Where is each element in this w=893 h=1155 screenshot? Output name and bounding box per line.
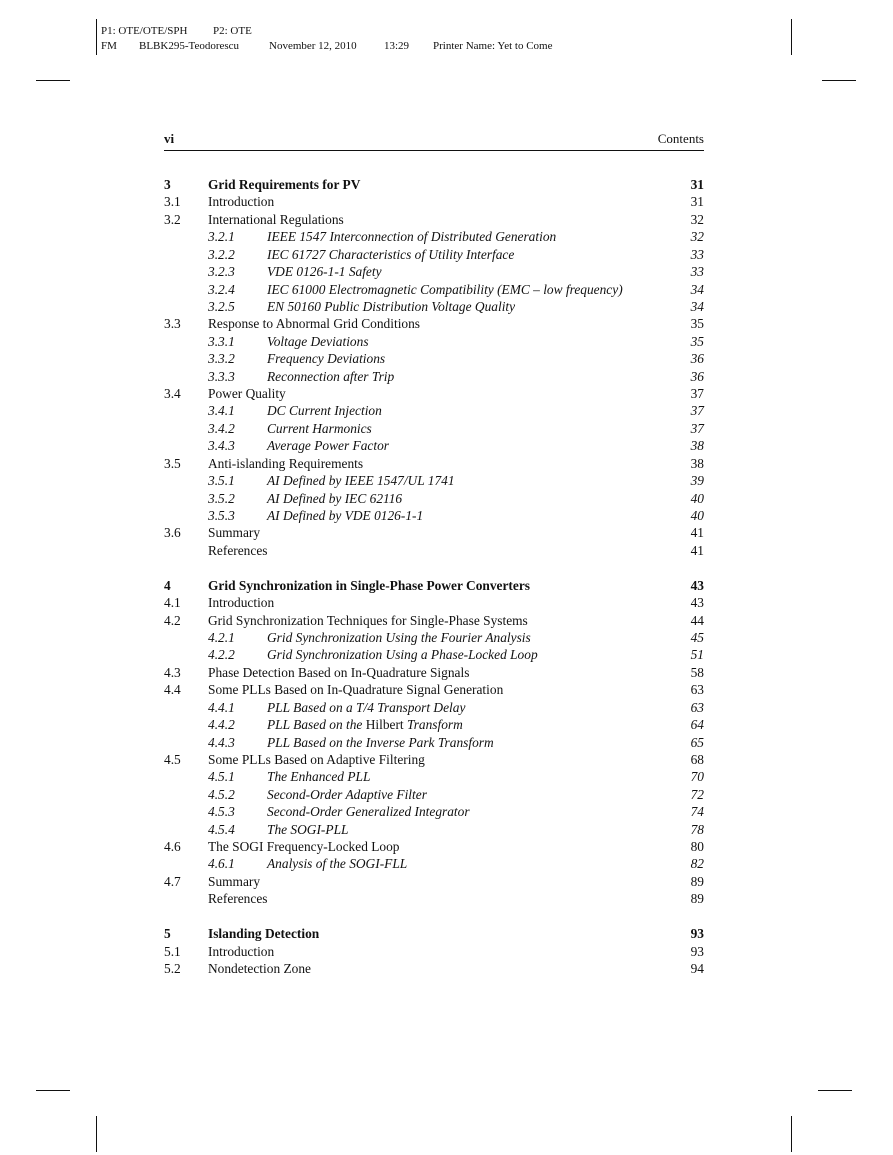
- toc-entry-title: Grid Synchronization Using a Phase-Locked Loop: [267, 647, 538, 663]
- toc-entry-number: 3.4.3: [208, 438, 235, 454]
- toc-entry-title: DC Current Injection: [267, 403, 382, 419]
- toc-entry-page: 34: [690, 281, 704, 297]
- toc-entry-title: The Enhanced PLL: [267, 769, 371, 785]
- toc-entry-section: [164, 193, 704, 210]
- toc-entry-section: [164, 960, 704, 977]
- toc-entry-number: 3.4: [164, 386, 181, 402]
- printer-slug-line-2: [101, 40, 552, 53]
- toc-entry-sub: [164, 368, 704, 385]
- toc-entry-sub: [164, 716, 704, 733]
- toc-entry-number: 4.3: [164, 664, 181, 680]
- toc-entry-section: [164, 455, 704, 472]
- toc-entry-number: 4.5.4: [208, 821, 235, 837]
- toc-entry-number: 4.2: [164, 612, 181, 628]
- toc-entry-sub: [164, 821, 704, 838]
- slug-field: FM: [101, 40, 117, 52]
- toc-entry-title: Power Quality: [208, 386, 286, 402]
- toc-entry-page: 80: [690, 839, 704, 855]
- toc-entry-title: Some PLLs Based on In-Quadrature Signal Generation: [208, 682, 504, 698]
- toc-entry-section: [164, 890, 704, 907]
- toc-entry-sub: [164, 437, 704, 454]
- toc-entry-title: Grid Synchronization in Single-Phase Power Converters: [208, 577, 530, 593]
- toc-entry-sub: [164, 298, 704, 315]
- toc-entry-title: Current Harmonics: [267, 420, 372, 436]
- toc-entry-title: Islanding Detection: [208, 926, 320, 942]
- toc-entry-number: 4.5: [164, 751, 181, 767]
- toc-entry-number: 3.3: [164, 316, 181, 332]
- toc-entry-page: 82: [690, 856, 704, 872]
- toc-entry-title-part: Hilbert: [365, 717, 404, 733]
- toc-entry-section: [164, 681, 704, 698]
- toc-entry-sub: [164, 803, 704, 820]
- toc-entry-title: Second-Order Generalized Integrator: [267, 804, 470, 820]
- toc-entry-page: 37: [690, 386, 704, 402]
- crop-mark: [36, 80, 70, 81]
- toc-entry-number: 4.4.1: [208, 699, 235, 715]
- toc-entry-section: [164, 751, 704, 768]
- toc-entry-page: 45: [690, 629, 704, 645]
- toc-entry-title: IEC 61727 Characteristics of Utility Interface: [267, 246, 515, 262]
- toc-entry-page: 65: [690, 734, 704, 750]
- toc-entry-page: 89: [690, 891, 704, 907]
- toc-entry-title: Analysis of the SOGI-FLL: [267, 856, 408, 872]
- toc-entry-number: 5.2: [164, 960, 181, 976]
- toc-entry-number: 4.4: [164, 682, 181, 698]
- slug-field: 13:29: [384, 40, 410, 52]
- toc-entry-chapter: [164, 176, 704, 193]
- toc-entry-page: 38: [690, 438, 704, 454]
- toc-entry-number: 3.5.2: [208, 490, 235, 506]
- toc-entry-number: 3.2: [164, 211, 181, 227]
- slug-field: BLBK295-Teodorescu: [139, 40, 240, 52]
- toc-entry-number: 3.3.2: [208, 351, 235, 367]
- toc-entry-sub: [164, 281, 704, 298]
- toc-entry-number: 3.5: [164, 455, 181, 471]
- crop-mark: [818, 1090, 852, 1091]
- toc-entry-number: 4.6.1: [208, 856, 235, 872]
- toc-entry-title: EN 50160 Public Distribution Voltage Quality: [267, 298, 516, 314]
- toc-entry-page: 78: [690, 821, 704, 837]
- toc-entry-number: 4.6: [164, 839, 181, 855]
- crop-mark: [96, 1116, 97, 1152]
- toc-entry-title-part: PLL Based on the: [267, 717, 366, 733]
- toc-entry-number: 3.5.1: [208, 473, 235, 489]
- toc-entry-number: 4.2.1: [208, 629, 235, 645]
- toc-entry-page: 33: [690, 246, 704, 262]
- toc-entry-page: 43: [690, 577, 704, 593]
- toc-entry-title: PLL Based on a T/4 Transport Delay: [267, 699, 466, 715]
- toc-entry-title: The SOGI-PLL: [267, 821, 349, 837]
- toc-entry-title: [267, 716, 463, 733]
- toc-entry-section: [164, 664, 704, 681]
- toc-entry-page: 35: [690, 316, 704, 332]
- toc-entry-sub: [164, 246, 704, 263]
- toc-entry-page: 32: [690, 229, 704, 245]
- toc-entry-page: 38: [690, 455, 704, 471]
- toc-entry-page: 33: [690, 264, 704, 280]
- toc-entry-title: PLL Based on the Inverse Park Transform: [267, 734, 494, 750]
- toc-entry-title: Average Power Factor: [267, 438, 389, 454]
- toc-entry-section: [164, 873, 704, 890]
- toc-entry-page: 31: [690, 177, 704, 192]
- toc-entry-sub: [164, 786, 704, 803]
- toc-entry-number: 3.4.1: [208, 403, 235, 419]
- toc-entry-title: Nondetection Zone: [208, 960, 311, 976]
- toc-entry-page: 37: [690, 403, 704, 419]
- toc-entry-number: 4.7: [164, 873, 181, 889]
- crop-mark: [36, 1090, 70, 1091]
- toc-entry-number: 4.2.2: [208, 647, 235, 663]
- toc-entry-sub: [164, 420, 704, 437]
- toc-entry-sub: [164, 507, 704, 524]
- toc-entry-title: Second-Order Adaptive Filter: [267, 786, 427, 802]
- toc-entry-title: Summary: [208, 873, 261, 889]
- toc-entry-page: 36: [690, 351, 704, 367]
- toc-entry-page: 41: [690, 525, 704, 541]
- toc-entry-sub: [164, 629, 704, 646]
- toc-entry-sub: [164, 855, 704, 872]
- table-of-contents: [164, 176, 704, 977]
- toc-entry-number: 4.4.2: [208, 717, 235, 733]
- toc-entry-number: 3.2.1: [208, 229, 235, 245]
- toc-entry-section: [164, 211, 704, 228]
- toc-entry-page: 43: [690, 595, 704, 611]
- slug-field: November 12, 2010: [269, 40, 357, 52]
- toc-entry-sub: [164, 646, 704, 663]
- toc-entry-page: 68: [690, 751, 704, 767]
- toc-entry-page: 58: [690, 664, 704, 680]
- toc-entry-sub: [164, 402, 704, 419]
- toc-entry-title: AI Defined by VDE 0126-1-1: [267, 508, 424, 524]
- toc-entry-title: References: [208, 891, 268, 907]
- toc-entry-title: Response to Abnormal Grid Conditions: [208, 316, 421, 332]
- toc-entry-number: 5: [164, 926, 171, 942]
- toc-entry-page: 89: [690, 873, 704, 889]
- toc-entry-number: 4.5.2: [208, 786, 235, 802]
- toc-entry-page: 32: [690, 211, 704, 227]
- toc-entry-number: 3.6: [164, 525, 181, 541]
- toc-entry-page: 63: [690, 699, 704, 715]
- running-header: [164, 131, 704, 151]
- toc-entry-sub: [164, 768, 704, 785]
- toc-entry-page: 64: [690, 717, 704, 733]
- toc-entry-number: 4.5.1: [208, 769, 235, 785]
- toc-entry-sub: [164, 263, 704, 280]
- toc-entry-section: [164, 943, 704, 960]
- page-number: vi: [164, 131, 175, 146]
- toc-entry-number: 4.5.3: [208, 804, 235, 820]
- toc-entry-title: IEEE 1547 Interconnection of Distributed Generation: [267, 229, 557, 245]
- toc-entry-section: [164, 838, 704, 855]
- toc-entry-chapter: [164, 577, 704, 594]
- toc-entry-number: 3.5.3: [208, 508, 235, 524]
- toc-entry-title: IEC 61000 Electromagnetic Compatibility (EMC – low frequency): [267, 281, 623, 297]
- toc-entry-page: 74: [690, 804, 704, 820]
- toc-entry-number: 3.3.3: [208, 368, 235, 384]
- toc-entry-sub: [164, 734, 704, 751]
- toc-entry-page: 36: [690, 368, 704, 384]
- toc-entry-chapter: [164, 925, 704, 942]
- toc-entry-title: International Regulations: [208, 211, 344, 227]
- toc-entry-page: 39: [690, 473, 704, 489]
- toc-entry-section: [164, 542, 704, 559]
- toc-entry-sub: [164, 228, 704, 245]
- toc-entry-title: Grid Synchronization Techniques for Single-Phase Systems: [208, 612, 528, 628]
- toc-entry-title-part: Transform: [403, 717, 463, 733]
- toc-entry-section: [164, 385, 704, 402]
- toc-entry-number: 4: [164, 577, 171, 593]
- toc-entry-sub: [164, 490, 704, 507]
- toc-entry-title: Reconnection after Trip: [267, 368, 395, 384]
- toc-entry-number: 3.2.2: [208, 246, 235, 262]
- toc-entry-title: Some PLLs Based on Adaptive Filtering: [208, 751, 425, 767]
- toc-entry-page: 40: [690, 490, 704, 506]
- toc-entry-page: 51: [690, 647, 704, 663]
- toc-entry-sub: [164, 350, 704, 367]
- toc-entry-title: Grid Requirements for PV: [208, 177, 361, 192]
- toc-entry-title: AI Defined by IEC 62116: [267, 490, 403, 506]
- toc-entry-page: 93: [690, 926, 704, 942]
- toc-entry-number: 3.2.3: [208, 264, 235, 280]
- toc-entry-page: 72: [690, 786, 704, 802]
- toc-entry-page: 37: [690, 420, 704, 436]
- toc-entry-title: VDE 0126-1-1 Safety: [267, 264, 382, 280]
- toc-entry-number: 5.1: [164, 943, 181, 959]
- toc-entry-number: 3.4.2: [208, 420, 235, 436]
- toc-spacer: [164, 559, 704, 576]
- toc-entry-title: Introduction: [208, 595, 275, 611]
- toc-entry-page: 34: [690, 298, 704, 314]
- toc-entry-number: 3: [164, 177, 171, 192]
- running-header-title: Contents: [657, 131, 704, 146]
- crop-mark: [822, 80, 856, 81]
- toc-entry-title: AI Defined by IEEE 1547/UL 1741: [267, 473, 455, 489]
- toc-entry-number: 3.1: [164, 194, 181, 210]
- toc-entry-title: Introduction: [208, 943, 275, 959]
- slug-field: P2: OTE: [213, 25, 252, 37]
- toc-entry-title: Anti-islanding Requirements: [208, 455, 364, 471]
- toc-entry-number: 3.2.4: [208, 281, 235, 297]
- toc-entry-title: Voltage Deviations: [267, 333, 369, 349]
- toc-entry-title: Introduction: [208, 194, 275, 210]
- toc-entry-page: 94: [690, 960, 704, 976]
- toc-entry-page: 35: [690, 333, 704, 349]
- toc-entry-title: The SOGI Frequency-Locked Loop: [208, 839, 400, 855]
- crop-mark: [791, 1116, 792, 1152]
- toc-entry-title: Frequency Deviations: [267, 351, 386, 367]
- toc-entry-page: 31: [690, 194, 704, 210]
- crop-mark: [96, 19, 97, 55]
- toc-entry-section: [164, 524, 704, 541]
- toc-entry-section: [164, 612, 704, 629]
- toc-entry-number: 3.2.5: [208, 298, 235, 314]
- toc-entry-sub: [164, 699, 704, 716]
- slug-field: P1: OTE/OTE/SPH: [101, 25, 188, 37]
- toc-entry-page: 63: [690, 682, 704, 698]
- toc-entry-page: 41: [690, 542, 704, 558]
- slug-field: Printer Name: Yet to Come: [433, 40, 553, 52]
- toc-entry-sub: [164, 333, 704, 350]
- toc-entry-page: 70: [690, 769, 704, 785]
- toc-entry-title: Grid Synchronization Using the Fourier Analysis: [267, 629, 531, 645]
- toc-entry-section: [164, 594, 704, 611]
- toc-entry-page: 44: [690, 612, 704, 628]
- printer-slug-line-1: [101, 25, 252, 38]
- crop-mark: [791, 19, 792, 55]
- toc-entry-title: Summary: [208, 525, 261, 541]
- toc-entry-title: References: [208, 542, 268, 558]
- toc-entry-number: 4.1: [164, 595, 181, 611]
- toc-entry-number: 3.3.1: [208, 333, 235, 349]
- toc-entry-sub: [164, 472, 704, 489]
- toc-entry-page: 40: [690, 508, 704, 524]
- toc-entry-number: 4.4.3: [208, 734, 235, 750]
- toc-spacer: [164, 908, 704, 925]
- toc-entry-title: Phase Detection Based on In-Quadrature Signals: [208, 664, 470, 680]
- toc-entry-page: 93: [690, 943, 704, 959]
- toc-entry-section: [164, 315, 704, 332]
